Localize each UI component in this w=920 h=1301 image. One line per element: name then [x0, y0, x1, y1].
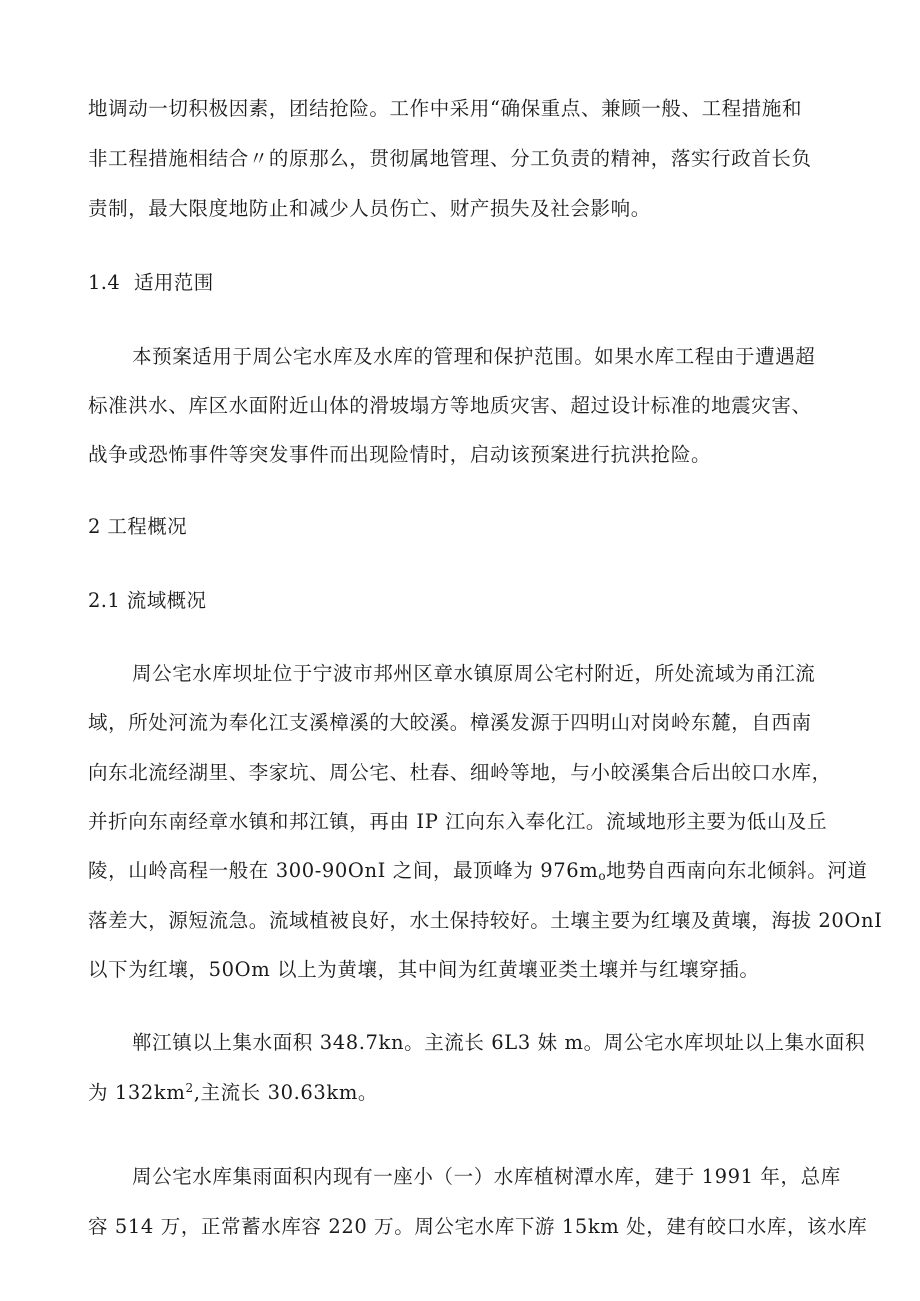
para-1-line-6: 落差大，源短流急。流域植被良好，水土保持较好。土壤主要为红壤及黄壤，海拔 20OnI [88, 909, 883, 932]
intro-line-1: 地调动一切积极因素，团结抢险。工作中采用“确保重点、兼顾一般、工程措施和 [88, 97, 803, 120]
section-2-1-heading: 2.1 流域概况 [88, 589, 207, 612]
para-1-line-7: 以下为红壤，50Om 以上为黄壤，其中间为红黄壤亚类土壤并与红壤穿插。 [88, 958, 760, 981]
para-3-line-1: 周公宅水库集雨面积内现有一座小（一）水库植树潭水库，建于 1991 年，总库 [132, 1165, 841, 1188]
section-1-4-title: 适用范围 [134, 271, 214, 294]
section-1-4-number: 1.4 [88, 271, 121, 294]
intro-line-3: 责制，最大限度地防止和减少人员伤亡、财产损失及社会影响。 [88, 197, 651, 220]
section-1-4-line-3: 战争或恐怖事件等突发事件而出现险情时，启动该预案进行抗洪抢险。 [88, 443, 712, 466]
para-1-line-3: 向东北流经湖里、李家坑、周公宅、杜春、细岭等地，与小皎溪集合后出皎口水库， [88, 761, 832, 784]
section-2-heading: 2 工程概况 [88, 515, 188, 538]
para-1-line-5-text: 陵，山岭高程一般在 300-90OnI 之间，最顶峰为 976m [88, 859, 599, 882]
para-2-line-2-rest: ,主流长 30.63km。 [193, 1081, 379, 1104]
para-1-line-5-subscript: o [598, 869, 607, 883]
para-2-line-1: 郸江镇以上集水面积 348.7kn。主流长 6L3 妹 m。周公宅水库坝址以上集水面积 [132, 1031, 866, 1054]
para-3-line-2: 容 514 万，正常蓄水库容 220 万。周公宅水库下游 15km 处，建有皎口水库，该水库 [88, 1215, 868, 1238]
para-1-line-5-rest: 地势自西南向东北倾斜。河道 [606, 859, 868, 882]
intro-line-2: 非工程措施相结合〃的原那么，贯彻属地管理、分工负责的精神，落实行政首长负 [88, 147, 812, 170]
para-1-line-5 [88, 859, 868, 883]
para-1-line-2: 域，所处河流为奉化江支溪樟溪的大皎溪。樟溪发源于四明山对岗岭东麓，自西南 [88, 711, 812, 734]
para-2-line-2-superscript: 2 [185, 1081, 194, 1095]
para-1-line-4: 并折向东南经章水镇和邦江镇，再由 IP 江向东入奉化江。流域地形主要为低山及丘 [88, 810, 828, 833]
para-2-line-2-text: 为 132km [88, 1081, 186, 1104]
section-1-4-heading [88, 271, 214, 295]
para-2-line-2 [88, 1081, 378, 1105]
section-1-4-line-1: 本预案适用于周公宅水库及水库的管理和保护范围。如果水库工程由于遭遇超 [132, 345, 816, 368]
section-1-4-line-2: 标准洪水、库区水面附近山体的滑坡塌方等地质灾害、超过设计标准的地震灾害、 [88, 394, 812, 417]
para-1-line-1: 周公宅水库坝址位于宁波市邦州区章水镇原周公宅村附近，所处流域为甬江流 [132, 662, 816, 685]
